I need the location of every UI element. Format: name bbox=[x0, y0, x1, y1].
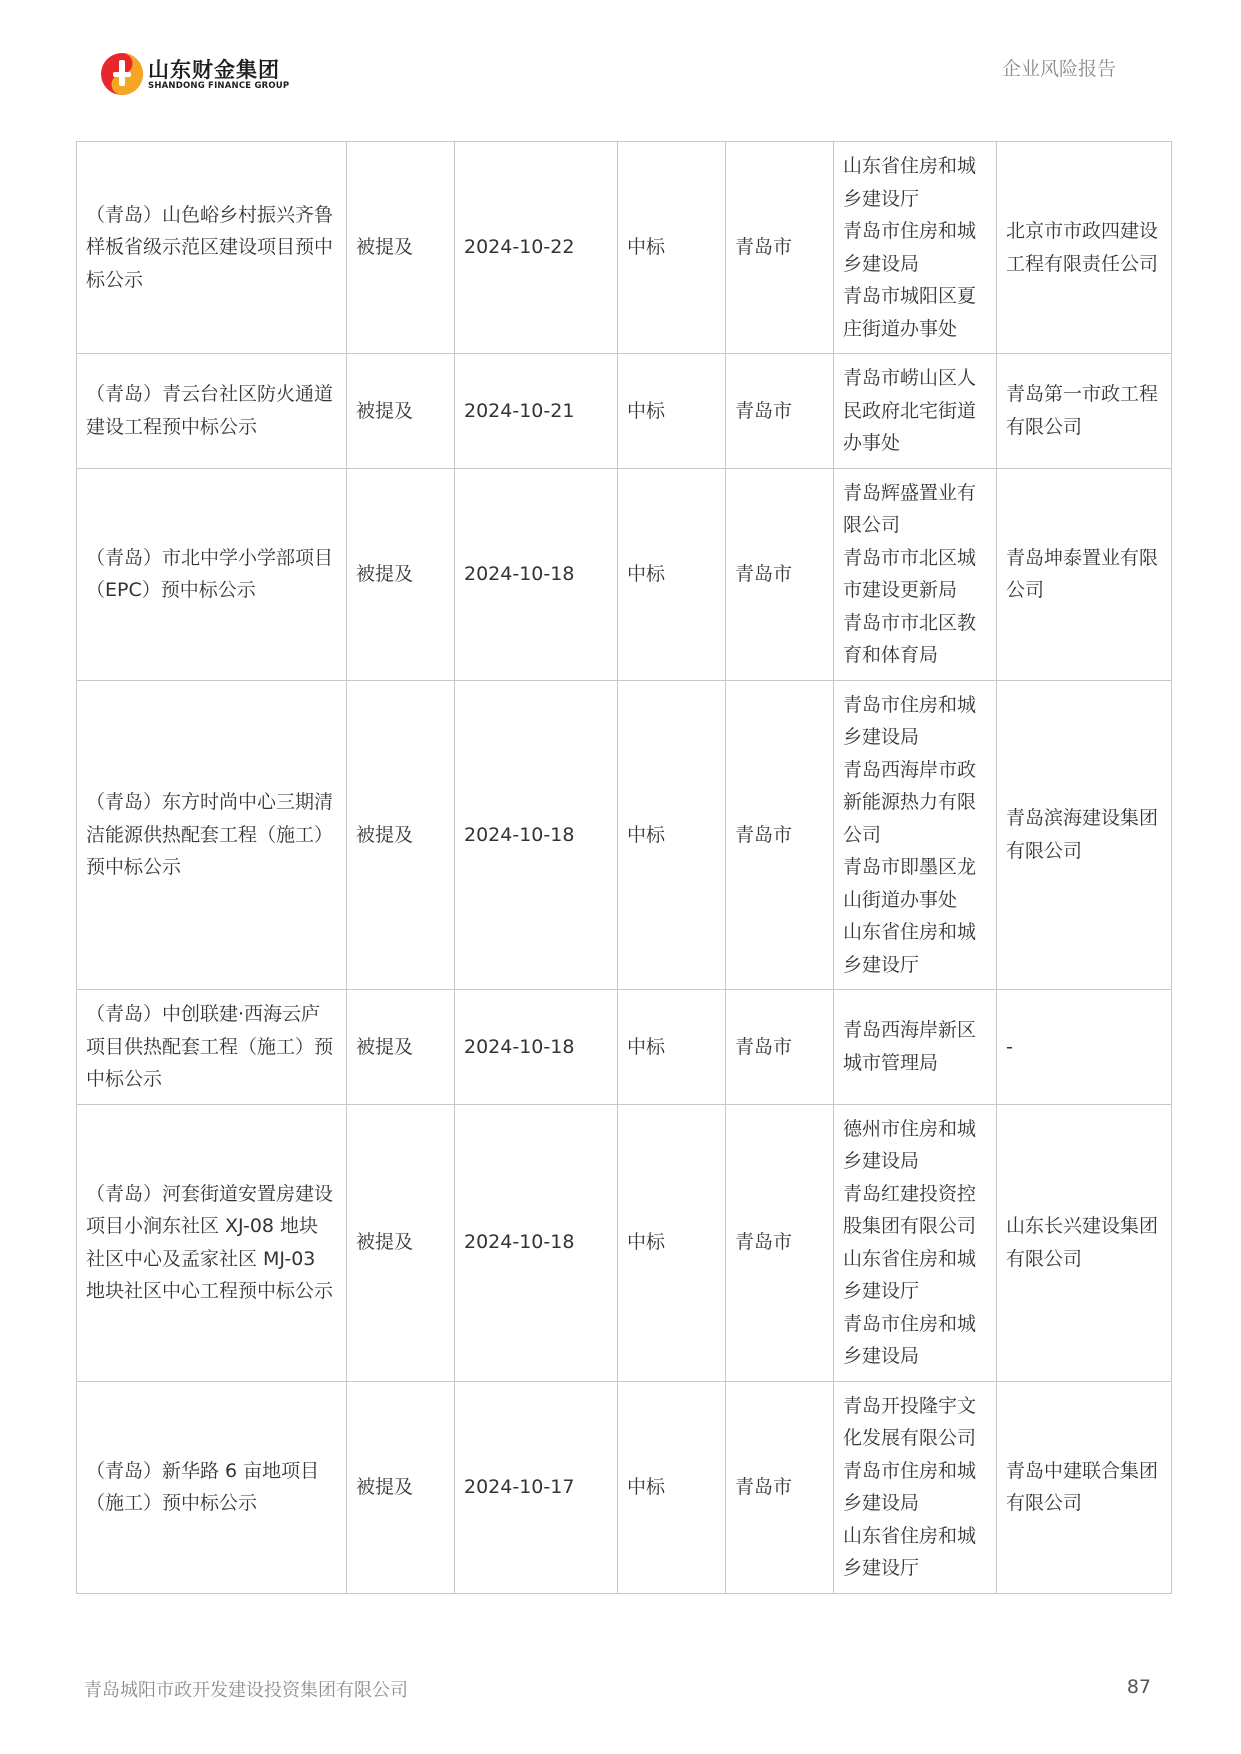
project-name-cell: （青岛）青云台社区防火通道建设工程预中标公示 bbox=[77, 354, 347, 469]
purchaser-cell bbox=[834, 1104, 997, 1381]
purchaser-item: 山东省住房和城乡建设厅 bbox=[843, 1524, 977, 1579]
region-cell: 青岛市 bbox=[726, 680, 834, 990]
purchaser-cell bbox=[834, 990, 997, 1105]
winner-cell: 北京市市政四建设工程有限责任公司 bbox=[997, 142, 1172, 354]
role-cell: 被提及 bbox=[347, 468, 455, 680]
winner-cell: 青岛滨海建设集团有限公司 bbox=[997, 680, 1172, 990]
project-name-cell: （青岛）河套街道安置房建设项目小涧东社区 XJ-08 地块社区中心及孟家社区 MJ-03 地块社区中心工程预中标公示 bbox=[77, 1104, 347, 1381]
table-row bbox=[77, 680, 1172, 990]
purchaser-cell bbox=[834, 1381, 997, 1593]
logo-chinese-name: 山东财金集团 bbox=[148, 58, 280, 82]
page-header bbox=[0, 0, 1241, 120]
type-cell: 中标 bbox=[618, 142, 726, 354]
type-cell: 中标 bbox=[618, 468, 726, 680]
date-cell: 2024-10-17 bbox=[455, 1381, 618, 1593]
table-row bbox=[77, 1104, 1172, 1381]
purchaser-item: 青岛市即墨区龙山街道办事处 bbox=[843, 856, 977, 911]
table-row bbox=[77, 142, 1172, 354]
type-cell: 中标 bbox=[618, 990, 726, 1105]
date-cell: 2024-10-18 bbox=[455, 468, 618, 680]
role-cell: 被提及 bbox=[347, 1104, 455, 1381]
table-row bbox=[77, 468, 1172, 680]
region-cell: 青岛市 bbox=[726, 1381, 834, 1593]
purchaser-item: 山东省住房和城乡建设厅 bbox=[843, 921, 977, 976]
project-name-cell: （青岛）新华路 6 亩地项目（施工）预中标公示 bbox=[77, 1381, 347, 1593]
region-cell: 青岛市 bbox=[726, 1104, 834, 1381]
page-number: 87 bbox=[1126, 1676, 1151, 1698]
region-cell: 青岛市 bbox=[726, 354, 834, 469]
purchaser-cell bbox=[834, 468, 997, 680]
date-cell: 2024-10-18 bbox=[455, 990, 618, 1105]
type-cell: 中标 bbox=[618, 354, 726, 469]
table-row bbox=[77, 354, 1172, 469]
winner-cell: 青岛第一市政工程有限公司 bbox=[997, 354, 1172, 469]
purchaser-item: 山东省住房和城乡建设厅 bbox=[843, 155, 977, 210]
date-cell: 2024-10-22 bbox=[455, 142, 618, 354]
role-cell: 被提及 bbox=[347, 354, 455, 469]
purchaser-item: 青岛市住房和城乡建设局 bbox=[843, 693, 977, 748]
purchaser-item: 青岛市崂山区人民政府北宅街道办事处 bbox=[843, 367, 977, 454]
region-cell: 青岛市 bbox=[726, 142, 834, 354]
winner-cell: 青岛中建联合集团有限公司 bbox=[997, 1381, 1172, 1593]
table-row bbox=[77, 1381, 1172, 1593]
purchaser-item: 青岛红建投资控股集团有限公司 bbox=[843, 1182, 977, 1237]
project-name-cell: （青岛）山色峪乡村振兴齐鲁样板省级示范区建设项目预中标公示 bbox=[77, 142, 347, 354]
type-cell: 中标 bbox=[618, 680, 726, 990]
date-cell: 2024-10-18 bbox=[455, 680, 618, 990]
bid-announcement-table bbox=[76, 141, 1172, 1594]
purchaser-cell bbox=[834, 354, 997, 469]
purchaser-item: 山东省住房和城乡建设厅 bbox=[843, 1247, 977, 1302]
purchaser-item: 德州市住房和城乡建设局 bbox=[843, 1117, 977, 1172]
date-cell: 2024-10-21 bbox=[455, 354, 618, 469]
type-cell: 中标 bbox=[618, 1104, 726, 1381]
purchaser-item: 青岛市住房和城乡建设局 bbox=[843, 1459, 977, 1514]
purchaser-item: 青岛市城阳区夏庄街道办事处 bbox=[843, 285, 977, 340]
region-cell: 青岛市 bbox=[726, 468, 834, 680]
purchaser-item: 青岛市市北区教育和体育局 bbox=[843, 611, 977, 666]
purchaser-item: 青岛西海岸市政新能源热力有限公司 bbox=[843, 758, 977, 846]
winner-cell: 青岛坤泰置业有限公司 bbox=[997, 468, 1172, 680]
purchaser-item: 青岛西海岸新区城市管理局 bbox=[843, 1019, 977, 1074]
winner-cell: - bbox=[997, 990, 1172, 1105]
role-cell: 被提及 bbox=[347, 680, 455, 990]
role-cell: 被提及 bbox=[347, 1381, 455, 1593]
report-title: 企业风险报告 bbox=[1001, 58, 1116, 80]
role-cell: 被提及 bbox=[347, 142, 455, 354]
region-cell: 青岛市 bbox=[726, 990, 834, 1105]
purchaser-item: 青岛开投隆宇文化发展有限公司 bbox=[843, 1394, 977, 1449]
project-name-cell: （青岛）东方时尚中心三期清洁能源供热配套工程（施工）预中标公示 bbox=[77, 680, 347, 990]
purchaser-cell bbox=[834, 680, 997, 990]
shandong-finance-logo-icon bbox=[100, 52, 144, 96]
project-name-cell: （青岛）中创联建·西海云庐项目供热配套工程（施工）预中标公示 bbox=[77, 990, 347, 1105]
type-cell: 中标 bbox=[618, 1381, 726, 1593]
purchaser-item: 青岛市住房和城乡建设局 bbox=[843, 1312, 977, 1367]
footer-company-name: 青岛城阳市政开发建设投资集团有限公司 bbox=[84, 1680, 408, 1701]
project-name-cell: （青岛）市北中学小学部项目（EPC）预中标公示 bbox=[77, 468, 347, 680]
purchaser-cell bbox=[834, 142, 997, 354]
logo-english-name: SHANDONG FINANCE GROUP bbox=[148, 81, 290, 91]
purchaser-item: 青岛辉盛置业有限公司 bbox=[843, 481, 977, 536]
company-logo bbox=[100, 52, 290, 96]
table-row bbox=[77, 990, 1172, 1105]
winner-cell: 山东长兴建设集团有限公司 bbox=[997, 1104, 1172, 1381]
purchaser-item: 青岛市住房和城乡建设局 bbox=[843, 220, 977, 275]
date-cell: 2024-10-18 bbox=[455, 1104, 618, 1381]
purchaser-item: 青岛市市北区城市建设更新局 bbox=[843, 546, 977, 601]
role-cell: 被提及 bbox=[347, 990, 455, 1105]
